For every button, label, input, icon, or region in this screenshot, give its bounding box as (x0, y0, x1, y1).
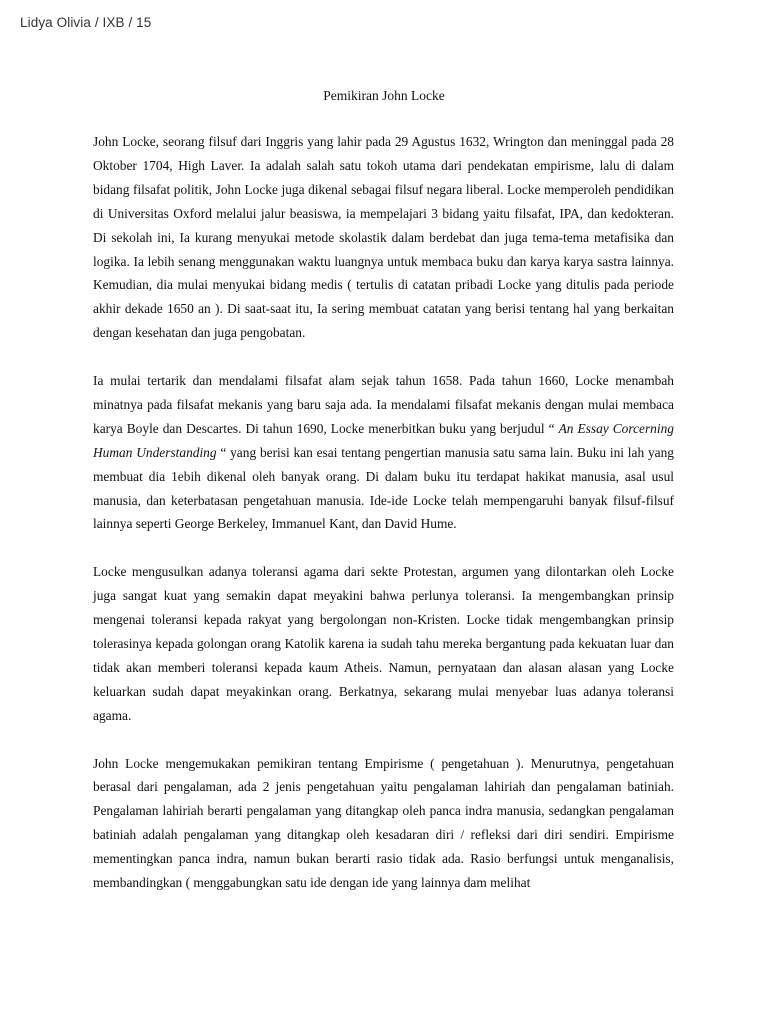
author-label: Lidya Olivia / IXB / 15 (20, 15, 152, 30)
document-title: Pemikiran John Locke (323, 88, 445, 103)
paragraph-2-text-after: “ yang berisi kan esai tentang pengertian manusia satu sama lain. Buku ini lah yang membuat dia 1ebih dikenal oleh banyak orang. Di dalam buku itu terdapat hakikat manusia, asal usul manusia, dan keterbatasan pengetahuan manusia. Ide-ide Locke telah mempengaruhi banyak filsuf-filsuf lainnya seperti George Berkeley, Immanuel Kant, dan David Hume. (93, 444, 674, 532)
book-title: An Essay Corcerning Human Understanding (93, 420, 674, 460)
paragraph-4: John Locke mengemukakan pemikiran tentang Empirisme ( pengetahuan ). Menurutnya, pengetahuan berasal dari pengalaman, ada 2 jenis pengetahuan yaitu pengalaman lahiriah dan pengalaman batiniah. Pengalaman lahiriah berarti pengalaman yang ditangkap oleh panca indra manusia, sedangkan pengalaman batiniah adalah pengalaman yang ditangkap oleh kesadaran diri / refleksi dari diri sendiri. Empirisme mementingkan panca indra, namun bukan berarti rasio tidak ada. Rasio berfungsi untuk menganalisis, membandingkan ( menggabungkan satu ide dengan ide yang lainnya dam melihat (93, 755, 674, 891)
paragraph-1: John Locke, seorang filsuf dari Inggris yang lahir pada 29 Agustus 1632, Wrington dan meninggal pada 28 Oktober 1704, High Laver. Ia adalah salah satu tokoh utama dari pendekatan empirisme, lalu di dalam bidang filsafat politik, John Locke juga dikenal sebagai filsuf negara liberal. Locke memperoleh pendidikan di Universitas Oxford melalui jalur beasiswa, ia mempelajari 3 bidang yaitu filsafat, IPA, dan kedokteran. Di sekolah ini, Ia kurang menyukai metode skolastik dalam berdebat dan juga tema-tema metafisika dan logika. Ia lebih senang menggunakan waktu luangnya untuk membaca buku dan karya karya sastra lainnya. Kemudian, dia mulai menyukai bidang medis ( tertulis di catatan pribadi Locke yang ditulis pada periode akhir dekade 1650 an ). Di saat-saat itu, Ia sering membuat catatan yang berisi tentang hal yang berkaitan dengan kesehatan dan juga pengobatan. (93, 134, 674, 341)
paragraph-2-text-before: Ia mulai tertarik dan mendalami filsafat alam sejak tahun 1658. Pada tahun 1660, Locke menambah minatnya pada filsafat mekanis yang baru saja ada. Ia mendalami filsafat mekanis dengan mulai membaca karya Boyle dan Descartes. Di tahun 1690, Locke menerbitkan buku yang berjudul “ (93, 373, 674, 436)
document-body (93, 130, 674, 895)
paragraph-3: Locke mengusulkan adanya toleransi agama dari sekte Protestan, argumen yang dilontarkan oleh Locke juga sangat kuat yang semakin dapat meyakini bahwa perlunya toleransi. Ia mengembangkan prinsip mengenai toleransi kepada rakyat yang bergolongan non-Kristen. Locke tidak mengembangkan prinsip tolerasinya kepada golongan orang Katolik karena ia sudah tahu mereka bergantung pada kekuatan luar dan tidak akan memberi toleransi kepada kaum Atheis. Namun, pernyataan dan alasan alasan yang Locke keluarkan sudah dapat meyakinkan orang. Berkatnya, sekarang mulai menyebar luas adanya toleransi agama. (93, 564, 674, 723)
paragraph-2 (93, 369, 674, 536)
